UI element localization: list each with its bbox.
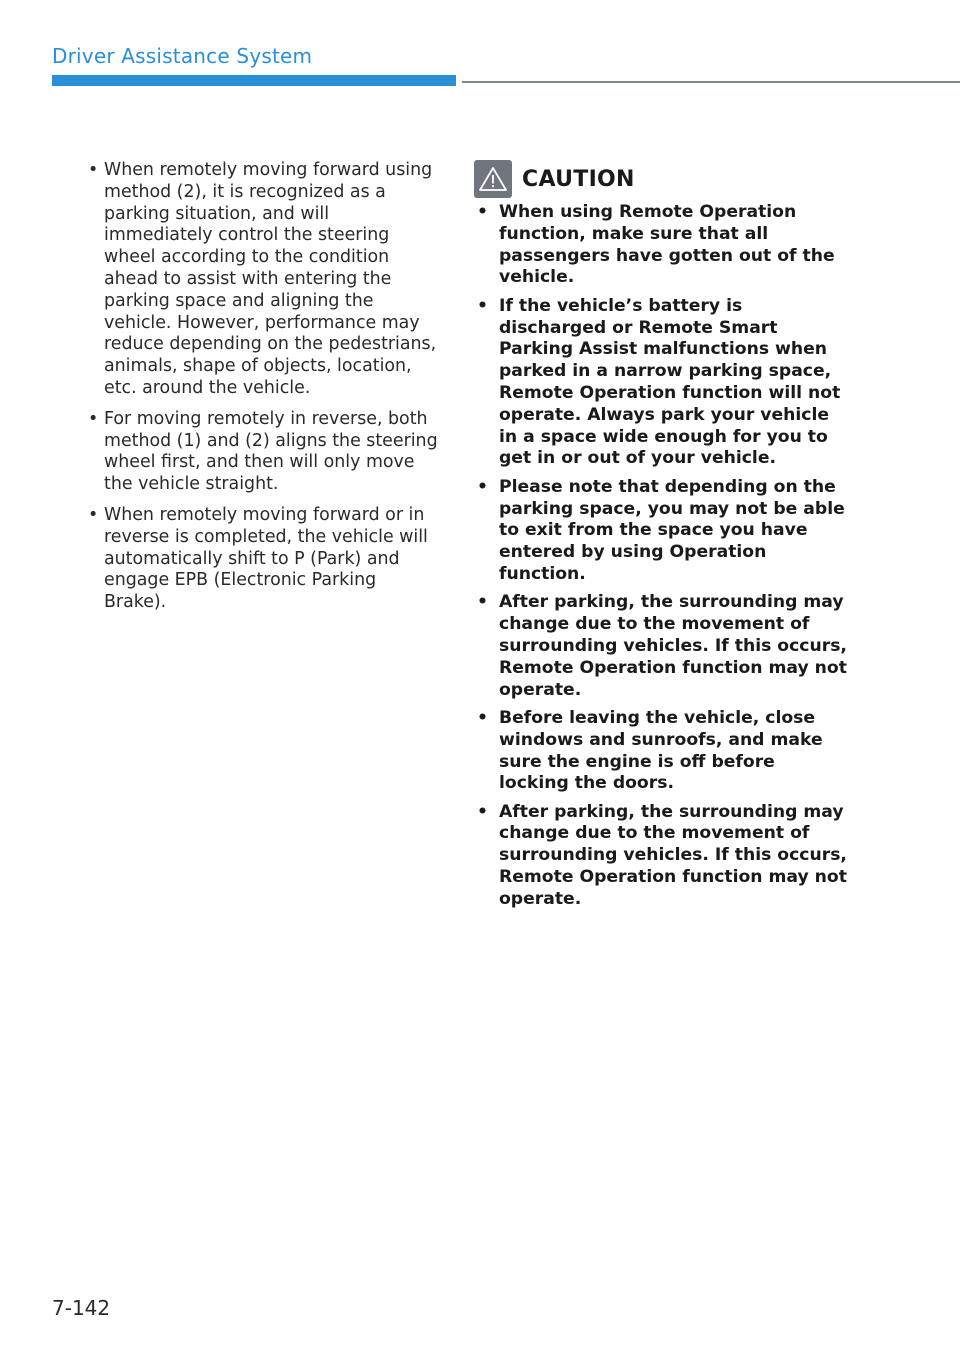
bullet-dot: • xyxy=(477,295,488,316)
list-item xyxy=(474,202,850,289)
list-item-text: Please note that depending on the parking space, you may not be able to exit from the space you have entered by using Operation function. xyxy=(499,476,845,584)
page-number: 7-142 xyxy=(52,1296,111,1320)
bullet-dot: • xyxy=(477,592,488,613)
list-item-text: For moving remotely in reverse, both method (1) and (2) aligns the steering wheel first, and then will only move the vehicle straight. xyxy=(104,408,438,495)
bullet-dot: • xyxy=(88,408,99,429)
list-item-text: Before leaving the vehicle, close windows and sunroofs, and make sure the engine is off before locking the doors. xyxy=(499,707,823,794)
bullet-dot: • xyxy=(477,801,488,822)
bullet-dot: • xyxy=(477,707,488,728)
list-item-text: After parking, the surrounding may change due to the movement of surrounding vehicles. If this occurs, Remote Operation function may not operate. xyxy=(499,592,847,700)
list-item-text: When remotely moving forward using method (2), it is recognized as a parking situation, and will immediately control the steering wheel according to the condition ahead to assist with entering the parking space and aligning the vehicle. However, performance may reduce depending on the pedestrians, animals, shape of objects, location, etc. around the vehicle. xyxy=(104,160,437,398)
bullet-dot: • xyxy=(477,202,488,222)
list-item xyxy=(474,477,850,586)
left-bullet-list xyxy=(86,160,438,614)
list-item-text: After parking, the surrounding may change due to the movement of surrounding vehicles. If this occurs, Remote Operation function may not operate. xyxy=(499,801,847,909)
list-item xyxy=(86,409,438,496)
list-item xyxy=(474,802,850,911)
list-item-text: When using Remote Operation function, make sure that all passengers have gotten out of the vehicle. xyxy=(499,202,835,288)
bullet-dot: • xyxy=(88,504,99,525)
caution-title: CAUTION xyxy=(522,166,635,192)
bullet-dot: • xyxy=(477,476,488,497)
list-item xyxy=(474,708,850,795)
list-item xyxy=(474,296,850,470)
list-item xyxy=(86,505,438,614)
list-item xyxy=(474,592,850,701)
header-accent-bar xyxy=(52,75,456,86)
caution-box xyxy=(474,202,850,917)
warning-triangle-icon xyxy=(474,160,512,198)
list-item-text: If the vehicle’s battery is discharged or Remote Smart Parking Assist malfunctions when parked in a narrow parking space, Remote Operation function will not operate. Always park your vehicle in a space wide enough for you to get in or out of your vehicle. xyxy=(499,295,841,469)
caution-heading xyxy=(474,160,635,198)
left-column xyxy=(86,160,438,623)
bullet-dot: • xyxy=(88,160,99,180)
list-item-text: When remotely moving forward or in reverse is completed, the vehicle will automatically shift to P (Park) and engage EPB (Electronic Parking Brake). xyxy=(104,504,428,613)
caution-bullet-list xyxy=(474,202,850,911)
header-rule xyxy=(462,81,960,83)
section-title: Driver Assistance System xyxy=(52,44,313,68)
list-item xyxy=(86,160,438,400)
